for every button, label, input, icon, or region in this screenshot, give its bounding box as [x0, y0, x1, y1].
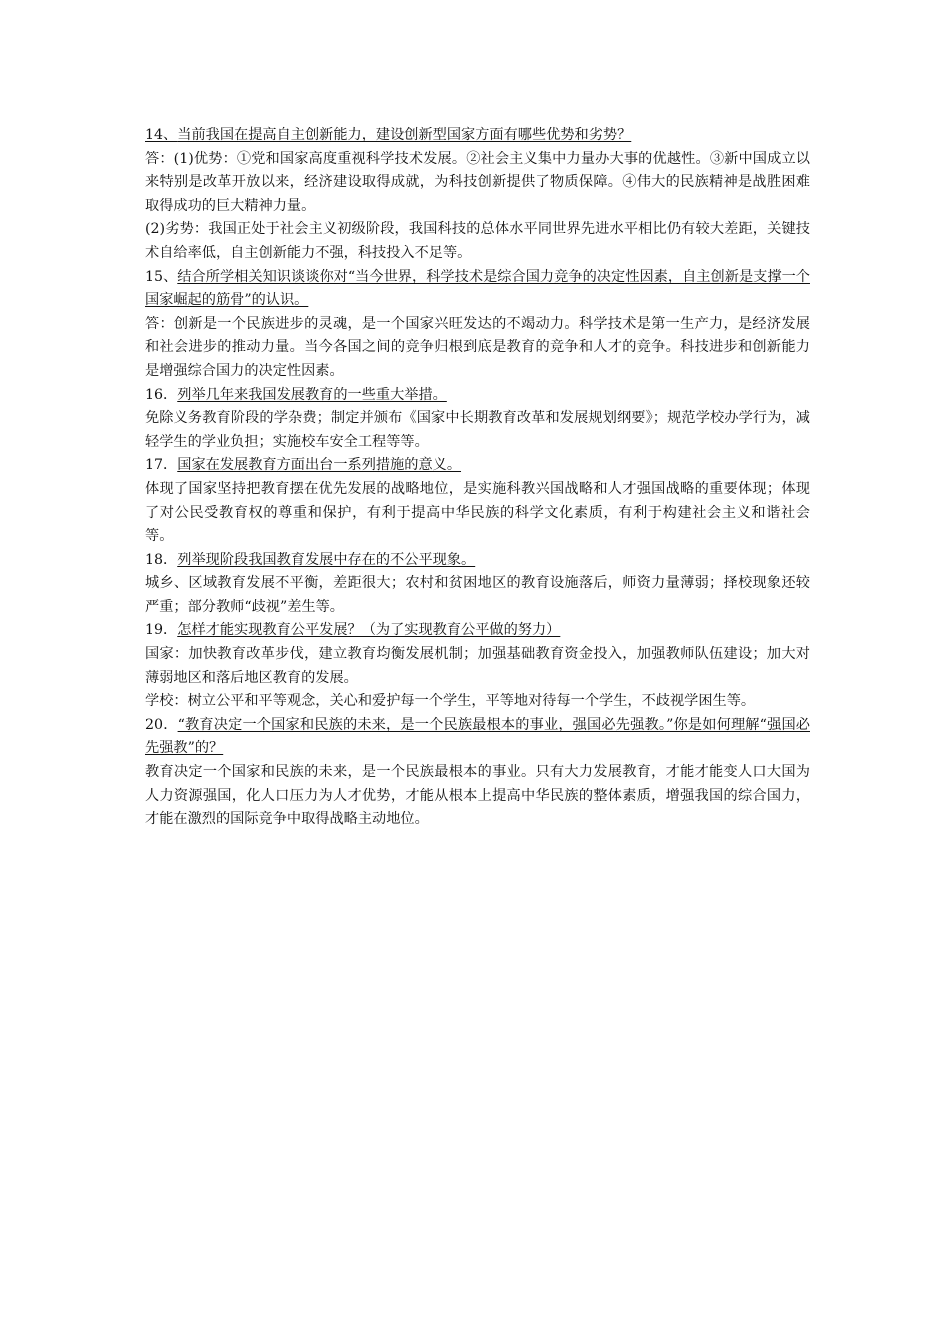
answer-14-part-2: (2)劣势：我国正处于社会主义初级阶段，我国科技的总体水平同世界先进水平相比仍有较大差距，关键技术自给率低，自主创新能力不强，科技投入不足等。	[145, 221, 810, 261]
answer-14-part-1: 答：(1)优势：①党和国家高度重视科学技术发展。②社会主义集中力量办大事的优越性。③新中国成立以来特别是改革开放以来，经济建设取得成就，为科技创新提供了物质保障。④伟大的民族精神是战胜困难取得成功的巨大精神力量。	[145, 150, 810, 214]
question-18	[145, 549, 810, 573]
question-number: 18．	[145, 551, 178, 568]
answer-15: 答：创新是一个民族进步的灵魂，是一个国家兴旺发达的不竭动力。科学技术是第一生产力，是经济发展和社会进步的推动力量。当今各国之间的竞争归根到底是教育的竞争和人才的竞争。科技进步和创新能力是增强综合国力的决定性因素。	[145, 315, 810, 379]
question-number: 20．	[145, 716, 178, 733]
question-19	[145, 619, 810, 643]
question-17	[145, 454, 810, 478]
question-number: 15、	[145, 268, 178, 285]
question-20	[145, 714, 810, 761]
document-body	[145, 124, 810, 832]
question-text: 怎样才能实现教育公平发展？（为了实现教育公平做的努力）	[177, 622, 561, 639]
answer-16: 免除义务教育阶段的学杂费；制定并颁布《国家中长期教育改革和发展规划纲要》；规范学校办学行为，减轻学生的学业负担；实施校车安全工程等等。	[145, 410, 810, 450]
answer-20: 教育决定一个国家和民族的未来，是一个民族最根本的事业。只有大力发展教育，才能才能变人口大国为人力资源强国，化人口压力为人才优势，才能从根本上提高中华民族的整体素质，增强我国的综合国力，才能在激烈的国际竞争中取得战略主动地位。	[145, 764, 810, 828]
question-text: 列举现阶段我国教育发展中存在的不公平现象。	[177, 551, 476, 568]
question-15	[145, 266, 810, 313]
question-14	[145, 124, 810, 148]
question-text: 结合所学相关知识谈谈你对“当今世界，科学技术是综合国力竞争的决定性因素，自主创新是支撑一个国家崛起的筋骨”的认识。	[145, 268, 810, 309]
answer-18: 城乡、区域教育发展不平衡，差距很大；农村和贫困地区的教育设施落后，师资力量薄弱；择校现象还较严重；部分教师“歧视”差生等。	[145, 575, 810, 615]
question-number: 17．	[145, 457, 178, 474]
question-number: 16．	[145, 386, 178, 403]
question-text: 国家在发展教育方面出台一系列措施的意义。	[177, 457, 462, 474]
question-text: 列举几年来我国发展教育的一些重大举措。	[177, 386, 447, 403]
answer-19-part-2: 学校：树立公平和平等观念，关心和爱护每一个学生，平等地对待每一个学生，不歧视学困生等。	[145, 693, 756, 710]
answer-19-part-1: 国家：加快教育改革步伐，建立教育均衡发展机制；加强基础教育资金投入，加强教师队伍建设；加大对薄弱地区和落后地区教育的发展。	[145, 646, 810, 686]
question-number: 14、	[145, 127, 178, 143]
question-text: 当前我国在提高自主创新能力，建设创新型国家方面有哪些优势和劣势？	[177, 127, 632, 143]
question-text: “教育决定一个国家和民族的未来，是一个民族最根本的事业，强国必先强教。”你是如何理解“强国必先强教”的？	[145, 716, 810, 757]
answer-17: 体现了国家坚持把教育摆在优先发展的战略地位，是实施科教兴国战略和人才强国战略的重要体现；体现了对公民受教育权的尊重和保护，有利于提高中华民族的科学文化素质，有利于构建社会主义和谐社会等。	[145, 480, 810, 545]
question-number: 19．	[145, 622, 178, 639]
question-16	[145, 384, 810, 408]
